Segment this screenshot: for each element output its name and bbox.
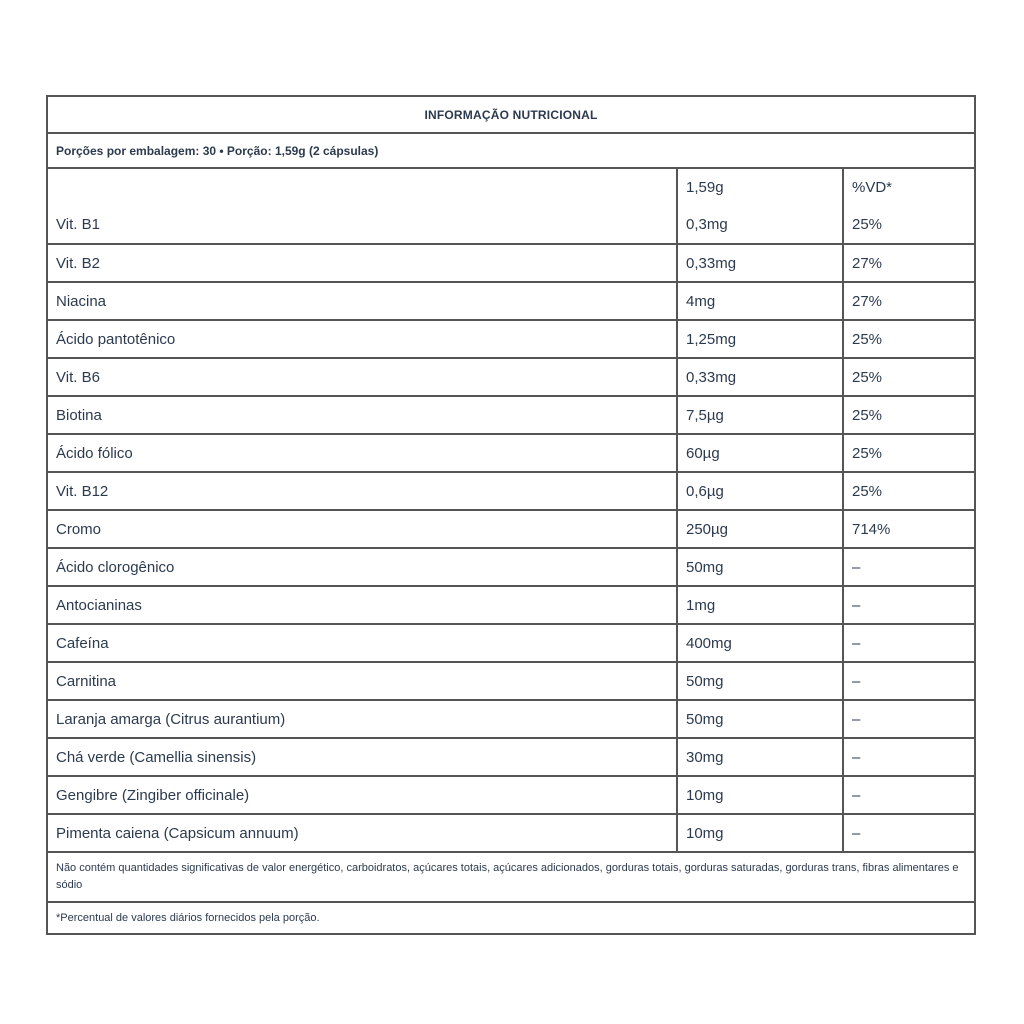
table-header-row <box>48 167 974 205</box>
nutrient-dv: 25% <box>842 205 974 243</box>
nutrient-name: Niacina <box>56 292 107 310</box>
table-row <box>48 813 974 851</box>
table-row <box>48 509 974 547</box>
table-row <box>48 319 974 357</box>
nutrient-dv: – <box>842 663 974 699</box>
nutrient-amount: 7,5µg <box>676 397 842 433</box>
nutrient-name: Biotina <box>56 406 102 424</box>
table-row <box>48 623 974 661</box>
nutrient-name: Gengibre (Zingiber officinale) <box>56 786 250 804</box>
nutrient-amount: 0,6µg <box>676 473 842 509</box>
nutrient-amount: 10mg <box>676 777 842 813</box>
table-row <box>48 357 974 395</box>
table-row <box>48 205 974 243</box>
nutrient-name: Antocianinas <box>56 596 142 614</box>
table-note: Não contém quantidades significativas de valor energético, carboidratos, açúcares totais, açúcares adicionados, gorduras totais, gorduras saturadas, gorduras trans, fibras alimentares e sódio <box>48 851 974 901</box>
nutrient-amount: 400mg <box>676 625 842 661</box>
nutrient-name: Ácido pantotênico <box>56 330 176 348</box>
nutrient-amount: 1mg <box>676 587 842 623</box>
nutrient-name: Laranja amarga (Citrus aurantium) <box>56 710 286 728</box>
nutrient-amount: 0,33mg <box>676 245 842 281</box>
nutrient-name: Vit. B1 <box>56 215 100 233</box>
table-title: INFORMAÇÃO NUTRICIONAL <box>424 107 598 122</box>
table-row <box>48 433 974 471</box>
nutrient-name: Vit. B12 <box>56 482 109 500</box>
table-row <box>48 775 974 813</box>
nutrient-dv: 714% <box>842 511 974 547</box>
nutrient-amount: 60µg <box>676 435 842 471</box>
nutrient-dv: – <box>842 587 974 623</box>
nutrient-dv: 25% <box>842 397 974 433</box>
table-row <box>48 585 974 623</box>
table-footnote: *Percentual de valores diários fornecidos pela porção. <box>48 901 974 933</box>
nutrient-dv: 25% <box>842 321 974 357</box>
table-row <box>48 699 974 737</box>
table-row <box>48 471 974 509</box>
table-row <box>48 281 974 319</box>
nutrient-dv: – <box>842 815 974 851</box>
nutrient-dv: – <box>842 777 974 813</box>
header-dv: %VD* <box>842 169 974 205</box>
nutrient-name: Ácido fólico <box>56 444 133 462</box>
nutrient-dv: 25% <box>842 435 974 471</box>
table-row <box>48 243 974 281</box>
nutrient-name: Cromo <box>56 520 102 538</box>
table-row <box>48 547 974 585</box>
table-row <box>48 661 974 699</box>
nutrient-amount: 0,3mg <box>676 205 842 243</box>
nutrient-name: Cafeína <box>56 634 109 652</box>
nutrient-name: Vit. B2 <box>56 254 100 272</box>
nutrient-amount: 10mg <box>676 815 842 851</box>
nutrient-dv: – <box>842 739 974 775</box>
header-name <box>48 169 676 205</box>
nutrient-amount: 1,25mg <box>676 321 842 357</box>
nutrient-name: Ácido clorogênico <box>56 558 175 576</box>
nutrient-amount: 250µg <box>676 511 842 547</box>
nutrient-amount: 50mg <box>676 701 842 737</box>
nutrient-amount: 4mg <box>676 283 842 319</box>
nutrient-dv: – <box>842 701 974 737</box>
nutrient-dv: – <box>842 549 974 585</box>
nutrient-amount: 0,33mg <box>676 359 842 395</box>
serving-info: Porções por embalagem: 30 • Porção: 1,59g (2 cápsulas) <box>48 132 974 167</box>
nutrient-name: Pimenta caiena (Capsicum annuum) <box>56 824 299 842</box>
nutrient-name: Carnitina <box>56 672 117 690</box>
nutrient-dv: 27% <box>842 245 974 281</box>
table-row <box>48 395 974 433</box>
nutrient-dv: – <box>842 625 974 661</box>
nutrient-name: Vit. B6 <box>56 368 100 386</box>
header-amount: 1,59g <box>676 169 842 205</box>
table-body <box>48 205 974 851</box>
nutrient-name: Chá verde (Camellia sinensis) <box>56 748 257 766</box>
table-row <box>48 737 974 775</box>
nutrition-table <box>46 95 976 935</box>
nutrient-amount: 50mg <box>676 549 842 585</box>
nutrient-dv: 25% <box>842 473 974 509</box>
nutrient-amount: 50mg <box>676 663 842 699</box>
nutrient-dv: 25% <box>842 359 974 395</box>
nutrient-amount: 30mg <box>676 739 842 775</box>
nutrient-dv: 27% <box>842 283 974 319</box>
